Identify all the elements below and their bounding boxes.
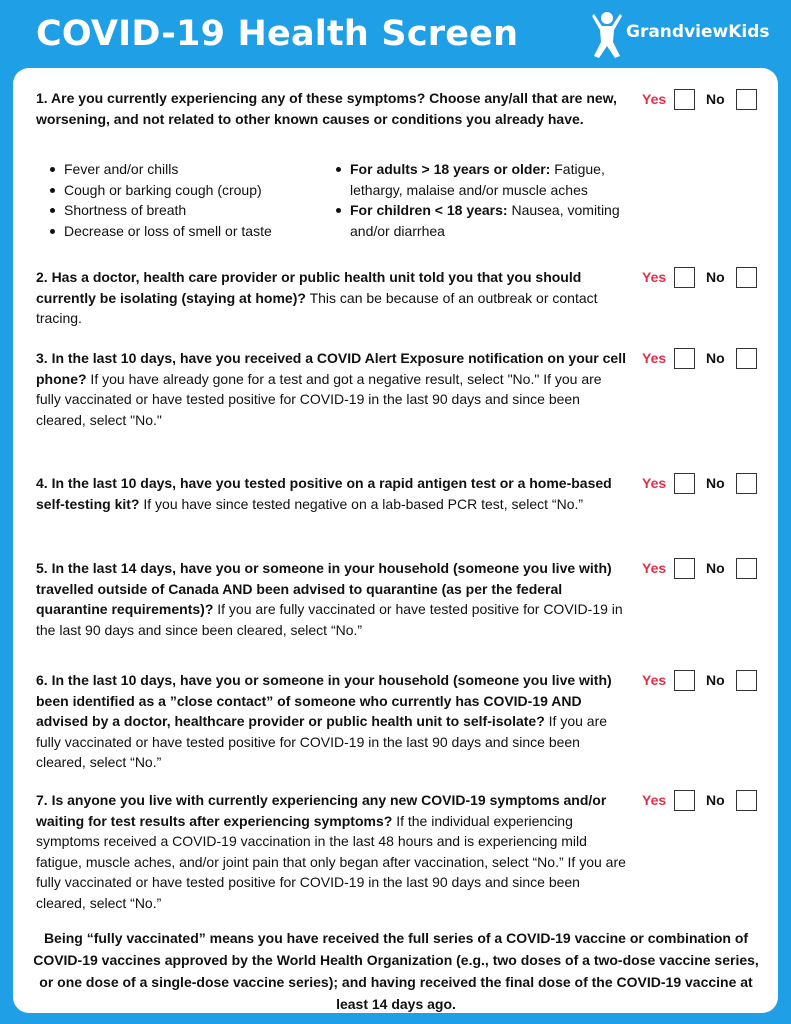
yes-label: Yes <box>642 560 667 576</box>
page-title: COVID-19 Health Screen <box>36 14 519 54</box>
question-7-prompt: 7. Is anyone you live with currently experiencing any new COVID-19 symptoms and/or waiting for test results after experiencing symptoms? <box>36 792 607 829</box>
logo-text: GrandviewKids <box>626 22 770 42</box>
yes-label: Yes <box>642 91 667 107</box>
answer-7 <box>642 790 772 812</box>
answer-3 <box>642 348 772 370</box>
list-item-text: Fatigue, lethargy, malaise and/or muscle aches <box>350 161 605 198</box>
yes-checkbox[interactable] <box>674 473 695 494</box>
answer-1 <box>642 89 772 111</box>
yes-label: Yes <box>642 672 667 688</box>
question-4 <box>36 473 626 514</box>
yes-label: Yes <box>642 792 667 808</box>
jumping-kid-icon <box>590 10 624 60</box>
no-label: No <box>706 269 725 285</box>
yes-checkbox[interactable] <box>674 790 695 811</box>
question-5-note: If you are fully vaccinated or have tested positive for COVID-19 in the last 90 days and since been cleared, select “No.” <box>36 601 623 638</box>
list-item: Decrease or loss of smell or taste <box>48 221 318 242</box>
answer-5 <box>642 558 772 580</box>
symptom-list-left <box>48 159 318 241</box>
list-item-text: Nausea, vomiting and/or diarrhea <box>350 202 620 239</box>
vaccination-definition: Being “fully vaccinated” means you have received the full series of a COVID-19 vaccine or combination of COVID-19 vaccines approved by the World Health Organization (e.g., two doses of a two-dose vaccine series, or one dose of a single-dose vaccine series); and having received the final dose of the COVID-19 vaccine at least 14 days ago. <box>33 930 759 1012</box>
question-4-note: If you have since tested negative on a lab-based PCR test, select “No.” <box>139 495 584 512</box>
question-4-prompt: 4. In the last 10 days, have you tested positive on a rapid antigen test or a home-based self-testing kit? <box>36 475 612 512</box>
no-checkbox[interactable] <box>736 473 757 494</box>
yes-checkbox[interactable] <box>674 558 695 579</box>
question-1-prompt: 1. Are you currently experiencing any of these symptoms? Choose any/all that are new, worsening, and not related to other known causes or conditions you already have. <box>36 90 617 127</box>
no-checkbox[interactable] <box>736 790 757 811</box>
question-6 <box>36 670 626 773</box>
answer-2 <box>642 267 772 289</box>
question-7 <box>36 790 626 913</box>
list-item-heading: For children < 18 years: <box>350 202 508 218</box>
no-checkbox[interactable] <box>736 670 757 691</box>
question-1 <box>36 88 626 129</box>
question-7-note: If the individual experiencing symptoms received a COVID-19 vaccination in the last 48 hours and is experiencing mild fatigue, muscle aches, and/or joint pain that only began after vaccination, select “No.” If you are fully vaccinated or have tested positive for COVID-19 in the last 90 days and since been cleared, select “No.” <box>36 812 626 911</box>
symptom-list-right <box>334 159 624 241</box>
header <box>0 0 791 68</box>
list-item: Shortness of breath <box>48 200 318 221</box>
logo <box>590 10 770 60</box>
no-checkbox[interactable] <box>736 267 757 288</box>
question-6-note: If you are fully vaccinated or have tested positive for COVID-19 in the last 90 days and since been cleared, select “No.” <box>36 713 608 770</box>
no-label: No <box>706 560 725 576</box>
yes-label: Yes <box>642 269 667 285</box>
no-label: No <box>706 672 725 688</box>
question-5-prompt: 5. In the last 14 days, have you or someone in your household (someone you live with) travelled outside of Canada AND been advised to quarantine (as per the federal quarantine requirements)? <box>36 560 612 617</box>
list-item: Fever and/or chills <box>48 159 318 180</box>
list-item: Cough or barking cough (croup) <box>48 180 318 201</box>
question-6-prompt: 6. In the last 10 days, have you or someone in your household (someone you live with) been identified as a ”close contact” of someone who currently has COVID-19 AND advised by a doctor, healthcare provider or public health unit to self-isolate? <box>36 672 612 729</box>
no-label: No <box>706 792 725 808</box>
no-checkbox[interactable] <box>736 89 757 110</box>
no-label: No <box>706 91 725 107</box>
no-checkbox[interactable] <box>736 558 757 579</box>
question-3-note: If you have already gone for a test and got a negative result, select "No." If you are fully vaccinated or have tested positive for COVID-19 in the last 90 days and since been cleared, select "No." <box>36 370 602 428</box>
question-2 <box>36 267 626 329</box>
list-item-heading: For adults > 18 years or older: <box>350 161 551 177</box>
screening-form <box>13 68 778 1013</box>
no-checkbox[interactable] <box>736 348 757 369</box>
yes-checkbox[interactable] <box>674 267 695 288</box>
question-2-note: This can be because of an outbreak or contact tracing. <box>36 289 598 326</box>
no-label: No <box>706 350 725 366</box>
answer-6 <box>642 670 772 692</box>
question-2-prompt: 2. Has a doctor, health care provider or public health unit told you that you should currently be isolating (staying at home)? <box>36 269 582 306</box>
no-label: No <box>706 475 725 491</box>
yes-label: Yes <box>642 475 667 491</box>
answer-4 <box>642 473 772 495</box>
list-item <box>334 200 624 241</box>
question-3-prompt: 3. In the last 10 days, have you received a COVID Alert Exposure notification on your cell phone? <box>36 350 626 387</box>
list-item <box>334 159 624 200</box>
yes-checkbox[interactable] <box>674 670 695 691</box>
yes-label: Yes <box>642 350 667 366</box>
yes-checkbox[interactable] <box>674 89 695 110</box>
yes-checkbox[interactable] <box>674 348 695 369</box>
question-3 <box>36 348 626 430</box>
question-5 <box>36 558 626 640</box>
